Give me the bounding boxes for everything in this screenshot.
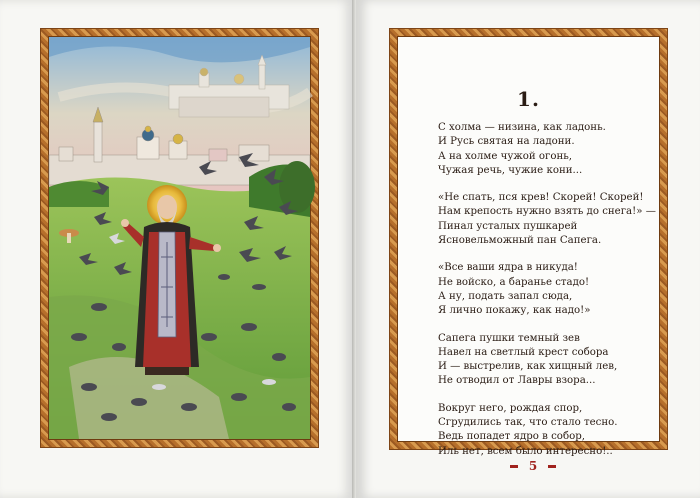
stanza [438, 402, 659, 459]
verse-line: Ясновельможный пан Сапега. [438, 235, 602, 247]
illustration-area [49, 37, 310, 439]
verse-line: «Не спать, пся крев! Скорей! Скорей! [438, 192, 644, 204]
verse-line: И — выстрелив, как хищный лев, [438, 361, 618, 373]
poem [398, 37, 659, 457]
verse-line: Ведь попадет ядро в собор, [438, 431, 585, 443]
verse-line: Сгрудились так, что стало тесно. [438, 417, 618, 429]
chapter-number: 1. [517, 87, 540, 111]
verse-line: Нам крепость нужно взять до снега!» — [438, 206, 656, 218]
stanza [438, 191, 659, 248]
verse-line: Навел на светлый крест собора [438, 346, 609, 358]
saint-with-birds-illustration [49, 37, 310, 439]
page-number: 5 [528, 459, 538, 473]
verse-line: А на холме чужой огонь, [438, 150, 573, 162]
stanza [438, 332, 659, 389]
verse-line: Пинал усталых пушкарей [438, 220, 578, 232]
page-number-ornament-right [548, 465, 556, 468]
verse-line: Не войско, а баранье стадо! [438, 276, 590, 288]
stanza [438, 121, 659, 178]
verse-line: С холма — низина, как ладонь. [438, 122, 606, 133]
verse-line: «Все ваши ядра в никуда! [438, 262, 578, 274]
stanza [438, 261, 659, 318]
illustration-frame [41, 29, 318, 447]
poem-area [398, 37, 659, 457]
verse-line: Я лично покажу, как надо!» [438, 305, 591, 317]
page-number-ornament-left [510, 465, 518, 468]
verse-line: И Русь святая на ладони. [438, 136, 575, 148]
verse-line: Сапега пушки темный зев [438, 332, 580, 344]
poem-frame [390, 29, 667, 457]
verse-line: Иль нет, всем было интересно!.. [438, 445, 613, 457]
verse-line: Не отводил от Лавры взора... [438, 375, 596, 387]
verse-line: Чужая речь, чужие кони... [438, 164, 583, 176]
verse-line: А ну, подать запал сюда, [438, 290, 573, 302]
verse-line: Вокруг него, рождая спор, [438, 402, 583, 414]
